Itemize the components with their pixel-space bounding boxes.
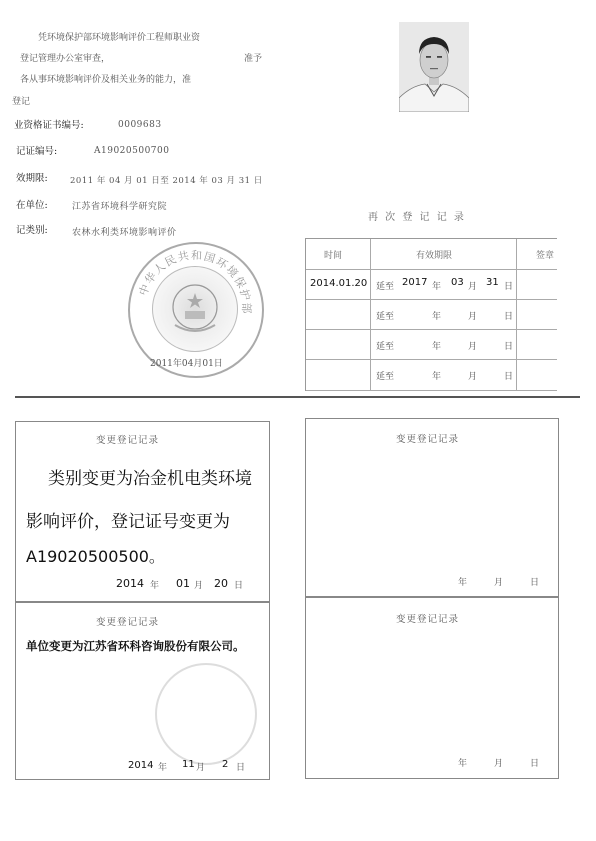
change-date-m: 月 <box>196 763 206 773</box>
validity-label: 效期限: <box>16 173 48 184</box>
header-line-3: 各从事环境影响评价及相关业务的能力，准 <box>20 75 192 85</box>
change-date-y: 年 <box>150 581 160 591</box>
row-day: 31 <box>486 277 499 288</box>
change-record-box-2 <box>305 418 559 597</box>
registration-number-value: A19020500700 <box>94 146 170 156</box>
row-d: 日 <box>504 342 514 352</box>
row-month: 03 <box>451 277 464 288</box>
cert-number-label: 业资格证书编号: <box>14 120 84 131</box>
seal-char: 民 <box>162 252 179 270</box>
header-time: 时间 <box>324 251 343 261</box>
change-date-d: 日 <box>530 759 540 769</box>
seal-char: 人 <box>151 259 168 277</box>
table-row <box>306 300 557 330</box>
seal-char: 护 <box>237 287 253 302</box>
cert-number-value: 0009683 <box>118 120 162 130</box>
row-d: 日 <box>504 372 514 382</box>
reregistration-table <box>305 238 557 391</box>
change-date-d: 日 <box>530 578 540 588</box>
change-date-y: 年 <box>158 763 168 773</box>
table-row <box>306 360 557 391</box>
row-y: 年 <box>432 282 442 292</box>
faint-seal-icon <box>134 658 274 768</box>
employer-value: 江苏省环境科学研究院 <box>72 202 168 212</box>
seal-char: 境 <box>223 263 241 281</box>
row-ext: 延至 <box>376 372 395 382</box>
row-y: 年 <box>432 312 442 322</box>
id-photo <box>399 22 469 112</box>
page-divider <box>15 396 580 398</box>
national-emblem-icon <box>153 267 237 351</box>
row-d: 日 <box>504 282 514 292</box>
table-header-row <box>306 239 557 270</box>
change-record-box-1 <box>15 421 270 603</box>
change-record-title: 变更登记记录 <box>396 614 460 625</box>
seal-char: 保 <box>231 274 249 291</box>
change-date-year: 2014 <box>116 577 144 590</box>
row-y: 年 <box>432 342 442 352</box>
change-date-year: 2014 <box>128 760 154 771</box>
employer-label: 在单位: <box>16 200 48 211</box>
registration-number-label: 记证编号: <box>16 146 58 157</box>
header-signature: 签章 <box>536 251 555 261</box>
row-y: 年 <box>432 372 442 382</box>
change-date-month: 01 <box>176 577 190 590</box>
validity-value: 2011 年 04 月 01 日至 2014 年 03 月 31 日 <box>70 176 263 186</box>
row-time: 2014.01.20 <box>310 278 368 289</box>
header-line-2: 登记管理办公室审查， <box>20 54 111 64</box>
reregistration-title: 再 次 登 记 记 录 <box>368 212 466 223</box>
change-date-y: 年 <box>458 759 468 769</box>
change-record-line: 单位变更为江苏省环科咨询股份有限公司。 <box>26 639 245 653</box>
seal-char: 中 <box>136 282 153 298</box>
row-m: 月 <box>468 342 478 352</box>
seal-char: 环 <box>213 254 230 272</box>
portrait-image <box>399 22 469 112</box>
seal-date: 2011年04月01日 <box>150 359 223 369</box>
change-record-title: 变更登记记录 <box>96 617 160 628</box>
change-date-m: 月 <box>494 578 504 588</box>
table-row <box>306 270 557 300</box>
table-divider <box>370 239 371 391</box>
change-record-line: 类别变更为冶金机电类环境 <box>48 469 252 489</box>
change-record-box-3 <box>15 601 270 780</box>
change-date-y: 年 <box>458 578 468 588</box>
change-date-m: 月 <box>494 759 504 769</box>
row-ext: 延至 <box>376 342 395 352</box>
row-ext: 延至 <box>376 312 395 322</box>
header-line-2b: 准予 <box>244 54 263 64</box>
seal-char: 和 <box>190 248 203 263</box>
change-record-box-4 <box>305 597 559 779</box>
category-value: 农林水利类环境影响评价 <box>72 228 177 238</box>
row-ext: 延至 <box>376 282 395 292</box>
header-validity: 有效期限 <box>416 251 453 261</box>
seal-emblem <box>152 266 238 352</box>
category-label: 记类别: <box>16 225 48 236</box>
change-record-line: 影响评价，登记证号变更为 <box>26 512 230 532</box>
change-record-title: 变更登记记录 <box>396 434 460 445</box>
table-row <box>306 330 557 360</box>
header-line-4: 登记 <box>12 97 31 107</box>
change-date-day: 20 <box>214 577 228 590</box>
change-date-d: 日 <box>236 763 246 773</box>
seal-char: 华 <box>142 270 160 287</box>
seal-char: 部 <box>240 302 253 314</box>
change-date-month: 11 <box>182 759 195 770</box>
change-date-d: 日 <box>234 581 244 591</box>
change-record-line: A19020500500。 <box>26 547 165 566</box>
change-date-day: 2 <box>222 759 229 770</box>
seal-char: 国 <box>202 249 217 266</box>
row-d: 日 <box>504 312 514 322</box>
header-line-1: 凭环境保护部环境影响评价工程师职业资 <box>38 33 201 43</box>
row-m: 月 <box>468 282 478 292</box>
row-m: 月 <box>468 372 478 382</box>
table-divider <box>516 239 517 391</box>
change-date-m: 月 <box>194 581 204 591</box>
change-record-title: 变更登记记录 <box>96 435 160 446</box>
row-year: 2017 <box>402 277 428 288</box>
row-m: 月 <box>468 312 478 322</box>
seal-char: 共 <box>176 249 191 265</box>
